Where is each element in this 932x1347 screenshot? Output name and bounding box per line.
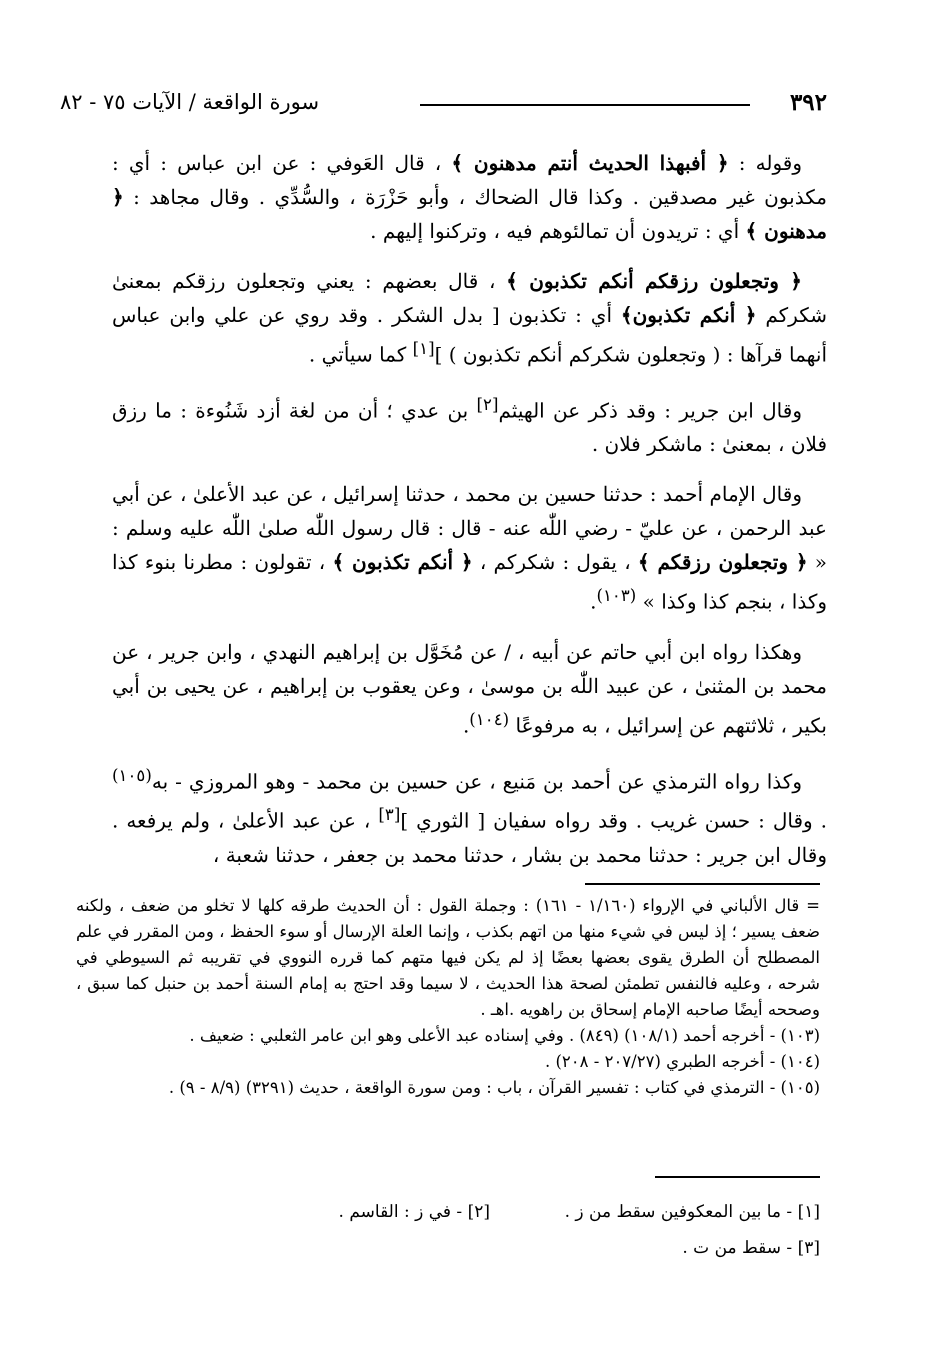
paragraph-1: وقوله : ﴿ أفبهذا الحديث أنتم مدهنون ﴾ ، قال العَوفي : عن ابن عباس : أي : مكذبون غير مصدقين . وكذا قال الضحاك ، وأبو حَزْرَة ، والسُّدِّي . وقال مجاهد : ﴿ مدهنون ﴾ أي : تريدون أن تمالئوهم فيه ، وتركنوا إليهم . [112, 151, 827, 243]
footnote-separator [585, 883, 820, 885]
page-header [60, 82, 827, 122]
footnote-ref[interactable]: (١٠٥) [112, 765, 152, 785]
paragraph-2: ﴿ وتجعلون رزقكم أنكم تكذبون ﴾ ، قال بعضهم : يعني وتجعلون رزقكم بمعنىٰ شكركم ﴿ أنكم تكذبون﴾ أي : تكذبون [ بدل الشكر . وقد روي عن علي وابن عباس أنهما قرآها : ( وتجعلون شكركم أنكم تكذبون ) ][١] كما سيأتي . [112, 269, 827, 367]
main-text [112, 146, 827, 888]
editor-notes [200, 1194, 820, 1266]
quran-quote: ﴿ وتجعلون رزقكم ﴾ [637, 550, 808, 575]
note-1: [١] - ما بين المعكوفين سقط من ز . [564, 1202, 820, 1222]
footnotes [76, 893, 820, 1101]
page-number: ٣٩٢ [789, 88, 827, 116]
quran-quote: ﴿ مدهنون ﴾ [112, 185, 827, 243]
footnote-continuation: = قال الألباني في الإرواء (١/١٦٠ - ١٦١) : وجملة القول : أن الحديث طرقه كلها لا تخلو من ضعف ، ولكنه ضعف يسير ؛ إذ ليس في شيء منها من اتهم بكذب ، وإنما العلة الإرسال أو سوء الحفظ ، ومن المقرر في علم المصطلح أن الطرق يقوى بعضها بعضًا إذ لم يكن فيها متهم كما قرره النووي في تقريبه ثم السيوطي في شرحه ، وعليه فالنفس تطمئن لصحة هذا الحديث ، لا سيما وقد احتج به إمام السنة أحمد بن حنبل كما سبق ، وصححه أيضًا صاحبه الإمام إسحاق بن راهويه .اهـ . [76, 896, 820, 1019]
paragraph-3: وقال ابن جرير : وقد ذكر عن الهيثم[٢] بن عدي ؛ أن من لغة أزد شَنُوءة : ما رزق فلان ، بمعنىٰ : ماشكر فلان . [112, 394, 827, 457]
note-2: [٢] - في ز : القاسم . [338, 1202, 490, 1222]
footnote-103: (١٠٣) - أخرجه أحمد (١٠٨/١) (٨٤٩) . وفي إسناده عبد الأعلى وهو ابن عامر الثعلبي : ضعيف . [189, 1026, 820, 1045]
footnote-104: (١٠٤) - أخرجه الطبري (٢٠٧/٢٧ - ٢٠٨) . [544, 1052, 820, 1071]
note-ref[interactable]: [١] [412, 339, 435, 358]
notes-separator [655, 1176, 820, 1178]
note-3: [٣] - سقط من ت . [682, 1238, 820, 1258]
footnote-ref[interactable]: (١٠٤) [469, 709, 510, 729]
paragraph-6: وكذا رواه الترمذي عن أحمد بن مَنيع ، عن حسين بن محمد - وهو المروزي - به$^{(١٠٥)}$ . وقال : حسن غريب . وقد رواه سفيان [ الثوري ][٣] ، عن عبد الأعلىٰ ، ولم يرفعه . وقال ابن جرير : حدثنا محمد بن بشار ، حدثنا محمد بن جعفر ، حدثنا شعبة ، [112, 765, 827, 867]
quran-quote: ﴿ أنكم تكذبون﴾ [620, 303, 757, 327]
footnote-ref[interactable]: (١٠٣) [596, 586, 637, 606]
quran-quote: ﴿ أفبهذا الحديث أنتم مدهنون ﴾ [451, 151, 729, 175]
quran-quote: ﴿ وتجعلون رزقكم أنكم تكذبون ﴾ [506, 269, 802, 293]
quran-quote: ﴿ أنكم تكذبون ﴾ [332, 550, 473, 575]
header-rule [420, 104, 750, 106]
paragraph-4: وقال الإمام أحمد : حدثنا حسين بن محمد ، حدثنا إسرائيل ، عن عبد الأعلىٰ ، عن أبي عبد الرحمن ، عن عليّ - رضي اللّٰه عنه - قال : قال رسول اللّٰه صلىٰ اللّٰه عليه وسلم : « ﴿ وتجعلون رزقكم ﴾ ، يقول : شكركم ، ﴿ أنكم تكذبون ﴾ ، تقولون : مطرنا بنوء كذا وكذا ، بنجم كذا وكذا » $^{(١٠٣)}$. [112, 482, 828, 614]
footnote-105: (١٠٥) - الترمذي في كتاب : تفسير القرآن ، باب : ومن سورة الواقعة ، حديث (٣٢٩١) (٨/٩ - ٩) . [168, 1078, 820, 1097]
note-ref[interactable]: [٣] [378, 805, 401, 825]
note-ref[interactable]: [٢] [476, 394, 499, 414]
running-title: سورة الواقعة / الآيات ٧٥ - ٨٢ [60, 90, 320, 114]
paragraph-5: وهكذا رواه ابن أبي حاتم عن أبيه ، / عن مُخَوَّل بن إبراهيم النهدي ، وابن جرير ، عن محمد بن المثنىٰ ، عن عبيد اللّٰه بن موسىٰ ، وعن يعقوب بن إبراهيم ، عن يحيى بن أبي بكير ، ثلاثتهم عن إسرائيل ، به مرفوعًا $^{(١٠٤)}$. [112, 639, 827, 738]
